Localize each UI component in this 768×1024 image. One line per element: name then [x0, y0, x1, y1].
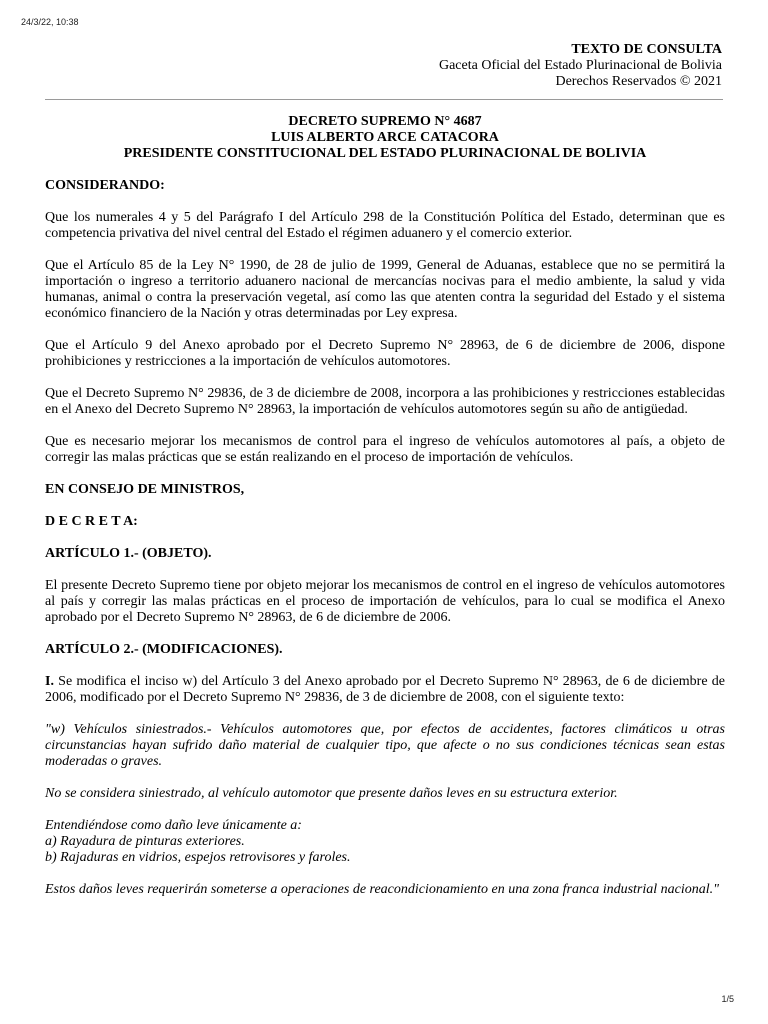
- quote-closing: Estos daños leves requerirán someterse a operaciones de reacondicionamiento en una zona franca industrial nacional.": [45, 882, 720, 897]
- considerando-paragraph-3: Que el Artículo 9 del Anexo aprobado por el Decreto Supremo N° 28963, de 6 de diciembre de 2006, dispone prohibiciones y restricciones a la importación de vehículos automotores.: [45, 338, 725, 369]
- document-header: [439, 42, 722, 90]
- quote-list-intro: Entendiéndose como daño leve únicamente a:: [45, 818, 302, 833]
- page-number: 1/5: [721, 994, 734, 1004]
- header-divider: [45, 99, 723, 100]
- header-title: TEXTO DE CONSULTA: [571, 42, 722, 57]
- article-1-text: El presente Decreto Supremo tiene por objeto mejorar los mecanismos de control en el ingreso de vehículos automotores al país y corregir las malas prácticas en el proceso de importación de vehículos, para lo cual se modifica el Anexo aprobado por el Decreto Supremo N° 28963, de 6 de diciembre de 2006.: [45, 578, 725, 625]
- consejo-heading: EN CONSEJO DE MINISTROS,: [45, 482, 245, 497]
- print-date: 24/3/22, 10:38: [21, 17, 79, 27]
- article-2-numeral: I.: [45, 674, 54, 689]
- quote-list-item-b: b) Rajaduras en vidrios, espejos retrovisores y faroles.: [45, 850, 351, 865]
- president-title: PRESIDENTE CONSTITUCIONAL DEL ESTADO PLURINACIONAL DE BOLIVIA: [123, 146, 647, 161]
- decree-number: DECRETO SUPREMO N° 4687: [288, 114, 482, 129]
- considerando-paragraph-4: Que el Decreto Supremo N° 29836, de 3 de diciembre de 2008, incorpora a las prohibiciones y restricciones establecidas en el Anexo del Decreto Supremo N° 28963, la importación de vehículos automotores según su año de antigüedad.: [45, 386, 725, 417]
- considerando-paragraph-1: Que los numerales 4 y 5 del Parágrafo I del Artículo 298 de la Constitución Política del Estado, determinan que es competencia privativa del nivel central del Estado el régimen aduanero y el comercio exterior.: [45, 210, 725, 241]
- decree-body: [45, 114, 725, 914]
- header-copyright: Derechos Reservados © 2021: [555, 74, 722, 89]
- president-name: LUIS ALBERTO ARCE CATACORA: [271, 130, 499, 145]
- quote-list-item-a: a) Rayadura de pinturas exteriores.: [45, 834, 245, 849]
- considerando-paragraph-2: Que el Artículo 85 de la Ley N° 1990, de 28 de julio de 1999, General de Aduanas, establece que no se permitirá la importación o ingreso a territorio aduanero nacional de mercancías nocivas para el medio ambiente, la salud y vida humanas, animal o contra la preservación vegetal, así como las que atenten contra la seguridad del Estado y el sistema económico financiero de la Nación y otras determinadas por Ley expresa.: [45, 258, 725, 321]
- quote-exclusion: No se considera siniestrado, al vehículo automotor que presente daños leves en su estructura exterior.: [45, 786, 618, 801]
- article-1-title: ARTÍCULO 1.- (OBJETO).: [45, 546, 212, 561]
- considerando-heading: CONSIDERANDO:: [45, 178, 165, 193]
- article-2-paragraph-1: [45, 674, 725, 706]
- article-2-paragraph-1-text: Se modifica el inciso w) del Artículo 3 del Anexo aprobado por el Decreto Supremo N° 28963, de 6 de diciembre de 2006, modificado por el Decreto Supremo N° 29836, de 3 de diciembre de 2008, con el siguiente texto:: [45, 674, 725, 705]
- quote-definition: "w) Vehículos siniestrados.- Vehículos automotores que, por efectos de accidentes, factores climáticos u otras circunstancias hayan sufrido daño material de cualquier tipo, que afecte o no sus condiciones técnicas sean estas moderadas o graves.: [45, 722, 725, 769]
- article-2-title: ARTÍCULO 2.- (MODIFICACIONES).: [45, 642, 283, 657]
- decreta-heading: D E C R E T A:: [45, 514, 138, 529]
- considerando-paragraph-5: Que es necesario mejorar los mecanismos de control para el ingreso de vehículos automotores al país, a objeto de corregir las malas prácticas que se están realizando en el proceso de importación de vehículos.: [45, 434, 725, 465]
- header-publication: Gaceta Oficial del Estado Plurinacional de Bolivia: [438, 58, 722, 73]
